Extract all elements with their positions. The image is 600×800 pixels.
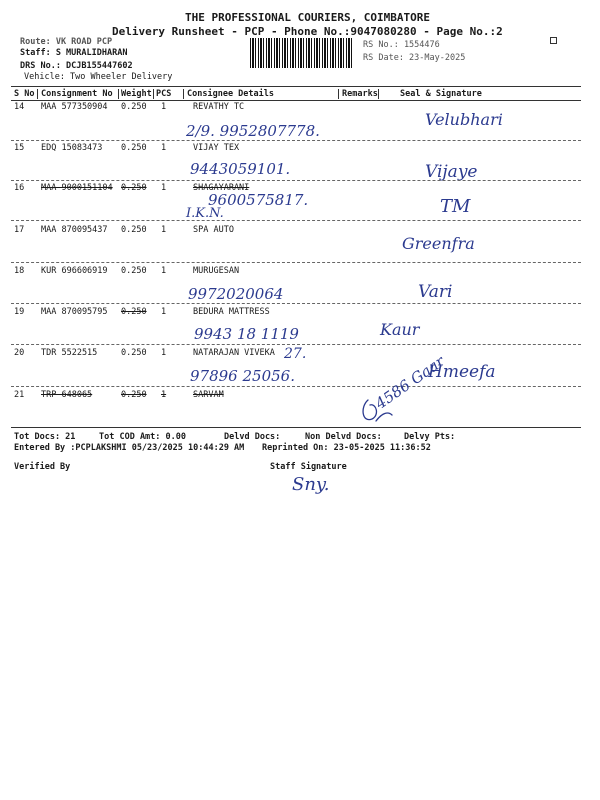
table-row-weight: 0.250 xyxy=(121,266,147,276)
company-name: THE PROFESSIONAL COURIERS, COIMBATORE xyxy=(185,11,431,24)
total-docs: Tot Docs: 21 xyxy=(14,432,76,442)
table-row-weight: 0.250 xyxy=(121,183,147,193)
table-row-consignment: MAA 870095795 xyxy=(41,307,108,317)
handwritten-note: I.K.N. xyxy=(186,206,224,221)
table-row-consignee: NATARAJAN VIVEKA xyxy=(193,348,275,358)
table-row-sno: 14 xyxy=(14,102,25,112)
table-row-consignment: MAA 870095437 xyxy=(41,225,108,235)
table-row-sno: 17 xyxy=(14,225,25,235)
table-row-consignee: SARVAM xyxy=(193,390,224,400)
table-top-border xyxy=(11,86,581,87)
row-divider xyxy=(11,303,581,304)
delivery-points: Delvy Pts: xyxy=(404,432,456,442)
table-row-pcs: 1 xyxy=(161,102,167,112)
table-row-consignment: EDQ 15083473 xyxy=(41,143,103,153)
handwritten-phone: 9972020064 xyxy=(188,285,284,303)
rs-date: RS Date: 23-May-2025 xyxy=(363,53,466,63)
col-pcs: PCS xyxy=(156,89,172,99)
signature-mark: Hmeefa xyxy=(428,362,496,382)
entered-by: Entered By :PCPLAKSHMI 05/23/2025 10:44:29 AM xyxy=(14,443,245,453)
rs-number: RS No.: 1554476 xyxy=(363,40,440,50)
table-row-consignee: MURUGESAN xyxy=(193,266,240,276)
table-row-consignment: MAA 577350904 xyxy=(41,102,108,112)
table-row-weight: 0.250 xyxy=(121,102,147,112)
signature-mark: Vari xyxy=(418,282,453,302)
table-bottom-border xyxy=(11,427,581,428)
runsheet-title: Delivery Runsheet - PCP - Phone No.:9047080280 - Page No.:2 xyxy=(112,25,503,38)
handwritten-phone: 9600575817. xyxy=(208,191,309,209)
table-row-pcs: 1 xyxy=(161,183,167,193)
signature-mark: Velubhari xyxy=(425,110,503,129)
table-row-pcs: 1 xyxy=(161,348,167,358)
signature-mark: Kaur xyxy=(380,320,420,339)
route-label: Route: VK ROAD PCP xyxy=(20,37,113,47)
table-row-consignment: MAA 9000151104 xyxy=(41,183,113,193)
table-row-weight: 0.250 xyxy=(121,348,147,358)
col-sno: S No xyxy=(14,89,35,99)
table-row-sno: 19 xyxy=(14,307,25,317)
non-delivered-docs: Non Delvd Docs: xyxy=(305,432,382,442)
reprinted-on: Reprinted On: 23-05-2025 11:36:52 xyxy=(262,443,431,453)
staff-label: Staff: S MURALIDHARAN xyxy=(20,48,128,58)
table-row-sno: 20 xyxy=(14,348,25,358)
table-row-weight: 0.250 xyxy=(121,390,147,400)
col-consignment: Consignment No xyxy=(41,89,113,99)
table-row-consignee: VIJAY TEX xyxy=(193,143,240,153)
table-row-sno: 15 xyxy=(14,143,25,153)
table-row-pcs: 1 xyxy=(161,143,167,153)
signature-mark: TM xyxy=(440,196,471,217)
table-row-sno: 18 xyxy=(14,266,25,276)
delivered-docs: Delvd Docs: xyxy=(224,432,281,442)
col-consignee: Consignee Details xyxy=(187,89,274,99)
col-seal-signature: Seal & Signature xyxy=(400,89,482,99)
handwritten-phone: 97896 25056. xyxy=(190,367,295,385)
table-row-consignment: TRP 648065 xyxy=(41,390,93,400)
table-row-consignment: KUR 696606919 xyxy=(41,266,108,276)
table-row-pcs: 1 xyxy=(161,390,167,400)
row-divider xyxy=(11,140,581,141)
row-divider xyxy=(11,386,581,387)
verified-by-label: Verified By xyxy=(14,462,71,472)
table-row-sno: 21 xyxy=(14,390,25,400)
handwritten-phone: 2/9. 9952807778. xyxy=(186,122,320,140)
table-row-pcs: 1 xyxy=(161,266,167,276)
table-header-border xyxy=(11,100,581,101)
table-row-consignment: TDR 5522515 xyxy=(41,348,98,358)
col-remarks: Remarks xyxy=(342,89,378,99)
table-row-consignee: BEDURA MATTRESS xyxy=(193,307,270,317)
table-row-pcs: 1 xyxy=(161,225,167,235)
vehicle-label: Vehicle: Two Wheeler Delivery xyxy=(24,72,173,82)
table-row-consignee: REVATHY TC xyxy=(193,102,245,112)
col-weight: Weight xyxy=(121,89,152,99)
signature-mark: Greenfra xyxy=(402,234,475,253)
row-divider xyxy=(11,262,581,263)
table-row-weight: 0.250 xyxy=(121,225,147,235)
corner-box xyxy=(550,37,557,44)
handwritten-phone: 9943 18 1119 xyxy=(194,325,299,343)
row-divider xyxy=(11,180,581,181)
signature-mark: Vijaye xyxy=(425,162,478,182)
table-row-weight: 0.250 xyxy=(121,143,147,153)
table-row-consignee: SPA AUTO xyxy=(193,225,234,235)
handwritten-phone: 9443059101. xyxy=(190,160,291,178)
row-divider xyxy=(11,220,581,221)
table-row-consignee: SHAGAYARANI xyxy=(193,183,250,193)
table-row-weight: 0.250 xyxy=(121,307,147,317)
table-row-sno: 16 xyxy=(14,183,25,193)
table-row-pcs: 1 xyxy=(161,307,167,317)
handwritten-note: 27. xyxy=(284,346,307,362)
signature-mark: 4586 Gaar xyxy=(372,352,448,413)
staff-signature-label: Staff Signature xyxy=(270,462,347,472)
signature-scribble xyxy=(358,395,398,430)
barcode-image xyxy=(250,38,354,68)
row-divider xyxy=(11,344,581,345)
total-cod-amount: Tot COD Amt: 0.00 xyxy=(99,432,186,442)
staff-signature-mark: Sny. xyxy=(292,474,330,495)
drs-number: DRS No.: DCJB155447602 xyxy=(20,61,133,71)
